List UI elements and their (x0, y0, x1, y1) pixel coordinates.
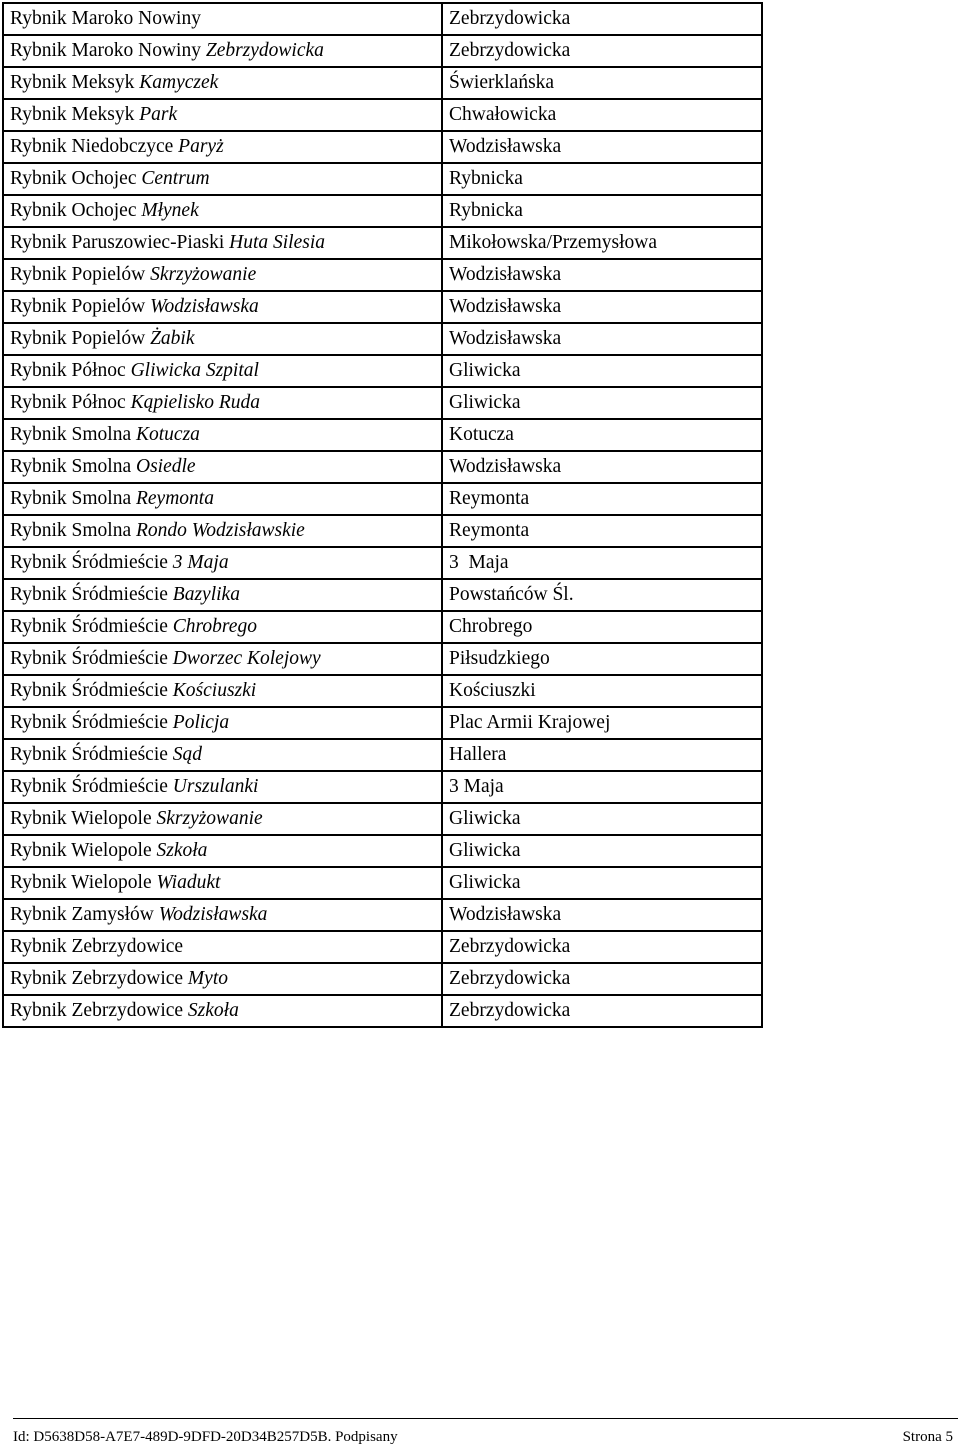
stop-name-cell (3, 803, 442, 835)
locality-name: Rybnik Wielopole (10, 872, 152, 893)
locality-name: Rybnik Zebrzydowice (10, 1000, 184, 1021)
street-cell: Wodzisławska (442, 291, 762, 323)
stop-name: Sąd (172, 744, 203, 765)
stop-name: Wodzisławska (158, 904, 268, 925)
street-cell: Mikołowska/Przemysłowa (442, 227, 762, 259)
stop-name: Kościuszki (172, 680, 257, 701)
table-row (3, 579, 762, 611)
table-row (3, 835, 762, 867)
stop-name: Centrum (141, 168, 210, 189)
locality-name: Rybnik Północ (10, 392, 126, 413)
stop-name: Urszulanki (172, 776, 259, 797)
stop-name-cell (3, 963, 442, 995)
stop-name-cell (3, 643, 442, 675)
stop-name-cell (3, 35, 442, 67)
locality-name: Rybnik Smolna (10, 424, 132, 445)
stop-name: Wodzisławska (150, 296, 259, 317)
street-cell: Gliwicka (442, 387, 762, 419)
street-cell: Zebrzydowicka (442, 995, 762, 1027)
stop-name: Bazylika (172, 584, 240, 605)
stop-name-cell (3, 387, 442, 419)
locality-name: Rybnik Wielopole (10, 808, 152, 829)
street-cell: Kotucza (442, 419, 762, 451)
stop-name-cell (3, 291, 442, 323)
locality-name: Rybnik Niedobczyce (10, 136, 174, 157)
stop-name-cell (3, 931, 442, 963)
stop-name-cell (3, 419, 442, 451)
stop-name: 3 Maja (172, 552, 229, 573)
street-cell: Rybnicka (442, 195, 762, 227)
locality-name: Rybnik Ochojec (10, 200, 137, 221)
stop-name-cell (3, 611, 442, 643)
street-cell: Zebrzydowicka (442, 931, 762, 963)
stop-name-cell (3, 451, 442, 483)
table-row (3, 195, 762, 227)
stop-name: Szkoła (187, 1000, 239, 1021)
street-cell: Gliwicka (442, 355, 762, 387)
street-cell: Wodzisławska (442, 899, 762, 931)
table-row (3, 131, 762, 163)
table-row (3, 867, 762, 899)
stop-name: Policja (172, 712, 230, 733)
locality-name: Rybnik Meksyk (10, 72, 135, 93)
table-row (3, 995, 762, 1027)
stop-name-cell (3, 195, 442, 227)
locality-name: Rybnik Maroko Nowiny (10, 8, 201, 29)
locality-name: Rybnik Smolna (10, 488, 132, 509)
street-cell: Zebrzydowicka (442, 3, 762, 35)
street-cell: Hallera (442, 739, 762, 771)
table-row (3, 227, 762, 259)
table-row (3, 419, 762, 451)
stop-name-cell (3, 867, 442, 899)
table-row (3, 67, 762, 99)
street-cell: Zebrzydowicka (442, 35, 762, 67)
document-id: Id: D5638D58-A7E7-489D-9DFD-20D34B257D5B. Podpisany (13, 1429, 398, 1445)
street-cell: Reymonta (442, 515, 762, 547)
table-row (3, 35, 762, 67)
street-cell: Gliwicka (442, 867, 762, 899)
stop-name-cell (3, 3, 442, 35)
stop-name-cell (3, 483, 442, 515)
table-row (3, 291, 762, 323)
stop-name-cell (3, 99, 442, 131)
stop-name: Reymonta (135, 488, 214, 509)
locality-name: Rybnik Śródmieście (10, 680, 168, 701)
locality-name: Rybnik Popielów (10, 328, 146, 349)
locality-name: Rybnik Śródmieście (10, 712, 168, 733)
footer-divider (13, 1418, 958, 1419)
table-row (3, 963, 762, 995)
table-row (3, 3, 762, 35)
locality-name: Rybnik Smolna (10, 520, 132, 541)
locality-name: Rybnik Popielów (10, 264, 146, 285)
street-cell: Kościuszki (442, 675, 762, 707)
locality-name: Rybnik Śródmieście (10, 616, 168, 637)
street-cell: Powstańców Śl. (442, 579, 762, 611)
street-cell: Wodzisławska (442, 131, 762, 163)
stop-name: Huta Silesia (229, 232, 325, 253)
stop-name: Skrzyżowanie (150, 264, 257, 285)
table-row (3, 707, 762, 739)
locality-name: Rybnik Zebrzydowice (10, 936, 184, 957)
locality-name: Rybnik Zamysłów (10, 904, 154, 925)
table-row (3, 675, 762, 707)
table-row (3, 99, 762, 131)
stop-name-cell (3, 227, 442, 259)
table-row (3, 355, 762, 387)
stop-name: Rondo Wodzisławskie (135, 520, 305, 541)
bus-stops-table-body (3, 3, 762, 1027)
stop-name-cell (3, 899, 442, 931)
stop-name: Kąpielisko Ruda (130, 392, 261, 413)
table-row (3, 387, 762, 419)
table-row (3, 163, 762, 195)
stop-name-cell (3, 835, 442, 867)
stop-name: Chrobrego (172, 616, 257, 637)
locality-name: Rybnik Ochojec (10, 168, 137, 189)
street-cell: Gliwicka (442, 835, 762, 867)
table-row (3, 483, 762, 515)
stop-name-cell (3, 547, 442, 579)
table-row (3, 803, 762, 835)
street-cell: Zebrzydowicka (442, 963, 762, 995)
stop-name-cell (3, 163, 442, 195)
locality-name: Rybnik Śródmieście (10, 744, 168, 765)
stop-name: Gliwicka Szpital (130, 360, 259, 381)
stop-name-cell (3, 675, 442, 707)
street-cell: Świerklańska (442, 67, 762, 99)
locality-name: Rybnik Maroko Nowiny (10, 40, 201, 61)
street-cell: 3 Maja (442, 771, 762, 803)
page-number: Strona 5 (902, 1429, 953, 1445)
stop-name-cell (3, 323, 442, 355)
street-cell: Chrobrego (442, 611, 762, 643)
locality-name: Rybnik Paruszowiec-Piaski (10, 232, 225, 253)
locality-name: Rybnik Śródmieście (10, 584, 168, 605)
stop-name-cell (3, 995, 442, 1027)
stop-name: Myto (187, 968, 228, 989)
street-cell: 3 Maja (442, 547, 762, 579)
stop-name: Kamyczek (139, 72, 219, 93)
table-row (3, 259, 762, 291)
locality-name: Rybnik Północ (10, 360, 126, 381)
table-row (3, 611, 762, 643)
locality-name: Rybnik Śródmieście (10, 776, 168, 797)
bus-stops-table (2, 2, 763, 1028)
stop-name: Osiedle (135, 456, 196, 477)
street-cell: Chwałowicka (442, 99, 762, 131)
street-cell: Gliwicka (442, 803, 762, 835)
street-cell: Wodzisławska (442, 259, 762, 291)
table-row (3, 323, 762, 355)
stop-name-cell (3, 131, 442, 163)
stop-name: Żabik (150, 328, 195, 349)
table-row (3, 771, 762, 803)
locality-name: Rybnik Śródmieście (10, 552, 168, 573)
stop-name: Kotucza (135, 424, 200, 445)
table-row (3, 515, 762, 547)
table-row (3, 451, 762, 483)
table-row (3, 547, 762, 579)
stop-name: Park (139, 104, 178, 125)
locality-name: Rybnik Śródmieście (10, 648, 168, 669)
locality-name: Rybnik Meksyk (10, 104, 135, 125)
stop-name-cell (3, 515, 442, 547)
table-row (3, 739, 762, 771)
locality-name: Rybnik Zebrzydowice (10, 968, 184, 989)
stop-name-cell (3, 707, 442, 739)
stop-name: Paryż (178, 136, 224, 157)
stop-name: Zebrzydowicka (205, 40, 324, 61)
table-row (3, 931, 762, 963)
stop-name: Dworzec Kolejowy (172, 648, 321, 669)
street-cell: Piłsudzkiego (442, 643, 762, 675)
stop-name-cell (3, 739, 442, 771)
stop-name-cell (3, 259, 442, 291)
locality-name: Rybnik Wielopole (10, 840, 152, 861)
table-row (3, 643, 762, 675)
street-cell: Wodzisławska (442, 451, 762, 483)
stop-name-cell (3, 67, 442, 99)
stop-name-cell (3, 355, 442, 387)
locality-name: Rybnik Smolna (10, 456, 132, 477)
street-cell: Wodzisławska (442, 323, 762, 355)
stop-name-cell (3, 771, 442, 803)
stop-name: Młynek (141, 200, 199, 221)
stop-name: Szkoła (156, 840, 208, 861)
street-cell: Reymonta (442, 483, 762, 515)
locality-name: Rybnik Popielów (10, 296, 146, 317)
stop-name: Skrzyżowanie (156, 808, 263, 829)
street-cell: Rybnicka (442, 163, 762, 195)
table-row (3, 899, 762, 931)
stop-name: Wiadukt (156, 872, 221, 893)
street-cell: Plac Armii Krajowej (442, 707, 762, 739)
stop-name-cell (3, 579, 442, 611)
